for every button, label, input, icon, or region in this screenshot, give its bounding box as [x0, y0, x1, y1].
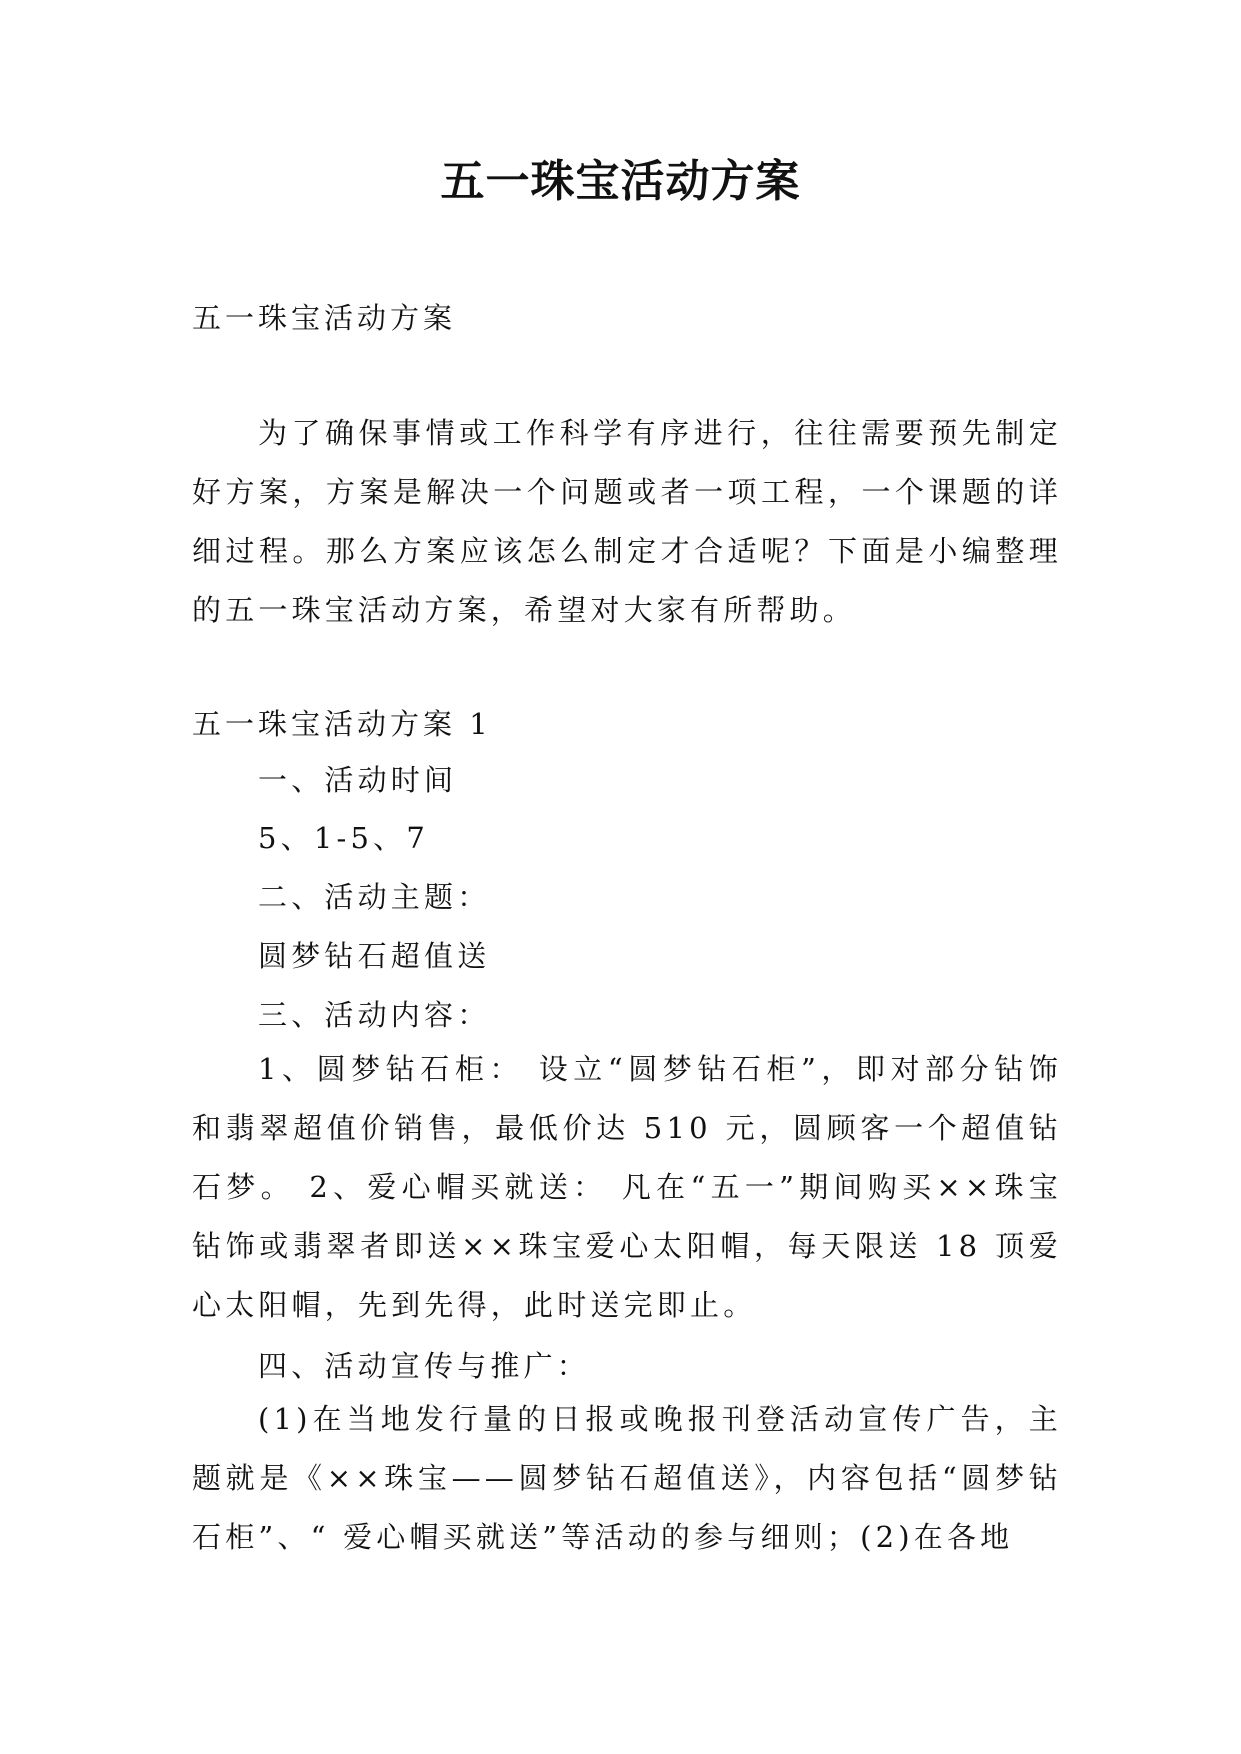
section-promotion-paragraph: (1)在当地发行量的日报或晚报刊登活动宣传广告，主题就是《××珠宝——圆梦钻石超值送》，内容包括“圆梦钻石柜”、“ 爱心帽买就送”等活动的参与细则；(2)在各地 — [192, 1402, 1062, 1554]
section-heading-time: 一、活动时间 — [258, 763, 458, 797]
section-heading-content: 三、活动内容： — [258, 998, 491, 1032]
section-heading-theme: 二、活动主题： — [258, 880, 491, 914]
document-subtitle: 五一珠宝活动方案 — [192, 301, 457, 335]
section-heading-promotion: 四、活动宣传与推广： — [258, 1349, 591, 1383]
intro-paragraph: 为了确保事情或工作科学有序进行，往往需要预先制定好方案，方案是解决一个问题或者一项工程，一个课题的详细过程。那么方案应该怎么制定才合适呢？下面是小编整理的五一珠宝活动方案，希望对大家有所帮助。 — [192, 416, 1062, 627]
plan-heading: 五一珠宝活动方案 1 — [192, 707, 492, 741]
document-title: 五一珠宝活动方案 — [440, 156, 801, 207]
section-value-time: 5、1-5、7 — [258, 821, 430, 855]
section-value-theme: 圆梦钻石超值送 — [258, 939, 491, 973]
section-content-paragraph: 1、圆梦钻石柜： 设立“圆梦钻石柜”，即对部分钻饰和翡翠超值价销售，最低价达 510 元，圆顾客一个超值钻石梦。 2、爱心帽买就送： 凡在“五一”期间购买××珠宝钻饰或翡翠者即送××珠宝爱心太阳帽，每天限送 18 顶爱心太阳帽，先到先得，此时送完即止。 — [192, 1052, 1062, 1322]
